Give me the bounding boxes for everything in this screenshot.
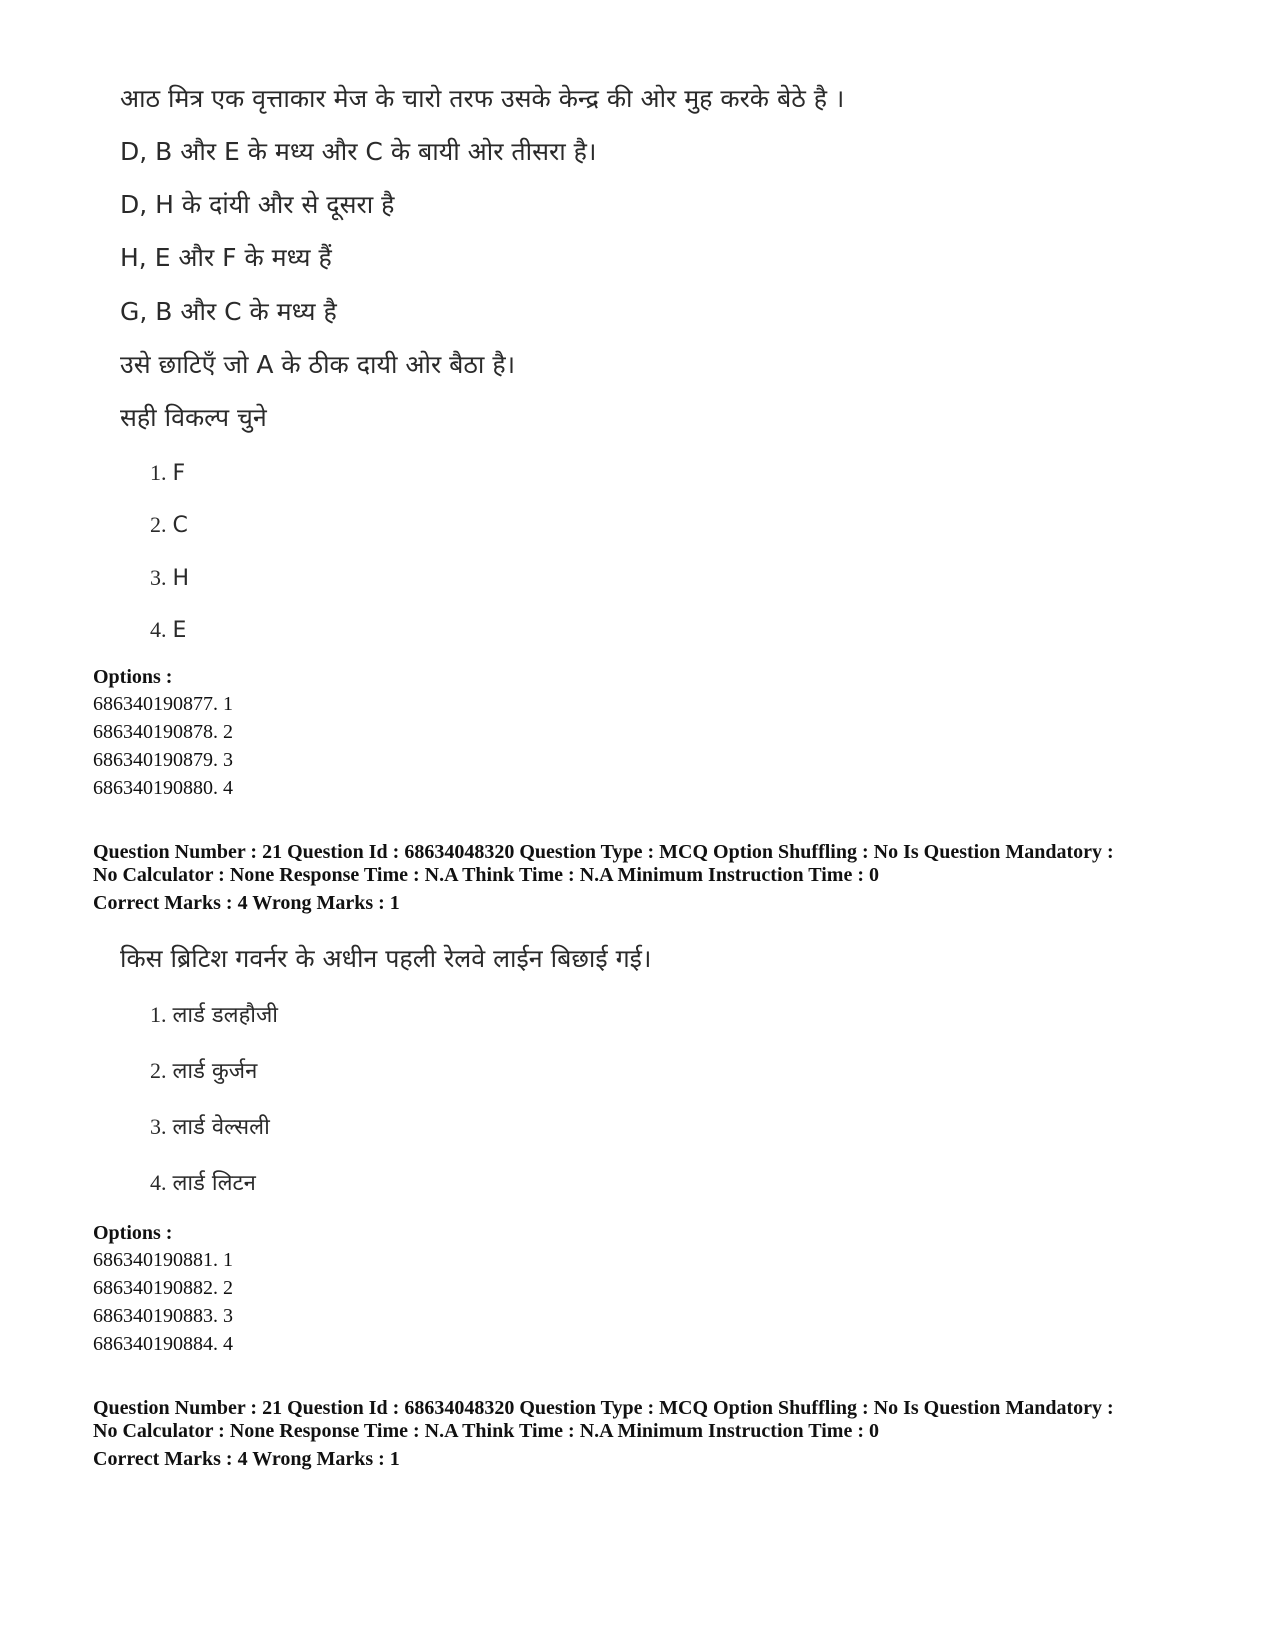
option-id-line: 686340190882. 2 [93, 1277, 233, 1299]
answer-choice [150, 1112, 270, 1143]
choice-text: लार्ड डलहौजी [172, 1003, 278, 1028]
question-text: किस ब्रिटिश गवर्नर के अधीन पहली रेलवे लाईन बिछाई गई। [120, 944, 652, 973]
marks-line: Correct Marks : 4 Wrong Marks : 1 [93, 1448, 400, 1470]
answer-choice [150, 458, 185, 489]
choice-number: 1. [150, 460, 167, 485]
choice-number: 2. [150, 1058, 167, 1083]
option-id-line: 686340190879. 3 [93, 749, 233, 771]
choice-text: लार्ड वेल्सली [172, 1115, 270, 1140]
answer-choice [150, 1056, 257, 1087]
choice-number: 1. [150, 1002, 167, 1027]
choice-text: H [172, 566, 190, 591]
choice-number: 4. [150, 617, 167, 642]
answer-choice [150, 1168, 256, 1199]
choice-number: 2. [150, 512, 167, 537]
choice-number: 4. [150, 1170, 167, 1195]
question-meta-line: Question Number : 21 Question Id : 68634048320 Question Type : MCQ Option Shuffling : No Is Question Mandatory : [93, 1397, 1114, 1419]
choice-text: F [172, 461, 186, 486]
options-label: Options : [93, 1222, 173, 1244]
question-meta-line: No Calculator : None Response Time : N.A Think Time : N.A Minimum Instruction Time : 0 [93, 1420, 879, 1442]
choice-number: 3. [150, 1114, 167, 1139]
option-id-line: 686340190878. 2 [93, 721, 233, 743]
answer-choice [150, 563, 189, 594]
choice-text: C [172, 513, 188, 538]
option-id-line: 686340190881. 1 [93, 1249, 233, 1271]
option-id-line: 686340190883. 3 [93, 1305, 233, 1327]
choice-text: E [172, 618, 187, 643]
answer-choice [150, 1000, 278, 1031]
options-label: Options : [93, 666, 173, 688]
question-text-line: D, H के दांयी और से दूसरा है [120, 190, 395, 219]
marks-line: Correct Marks : 4 Wrong Marks : 1 [93, 892, 400, 914]
question-text-line: G, B और C के मध्य है [120, 297, 337, 326]
question-meta-line: No Calculator : None Response Time : N.A Think Time : N.A Minimum Instruction Time : 0 [93, 864, 879, 886]
question-text-line: D, B और E के मध्य और C के बायी ओर तीसरा है। [120, 137, 597, 166]
answer-choice [150, 510, 188, 541]
question-meta-line: Question Number : 21 Question Id : 68634048320 Question Type : MCQ Option Shuffling : No Is Question Mandatory : [93, 841, 1114, 863]
question-text-line: H, E और F के मध्य हैं [120, 243, 332, 272]
option-id-line: 686340190877. 1 [93, 693, 233, 715]
question-instruction: सही विकल्प चुने [120, 403, 267, 432]
option-id-line: 686340190880. 4 [93, 777, 233, 799]
choice-text: लार्ड कुर्जन [172, 1059, 258, 1084]
choice-number: 3. [150, 565, 167, 590]
question-text-line: आठ मित्र एक वृत्ताकार मेज के चारो तरफ उसके केन्द्र की ओर मुह करके बेठे है । [120, 84, 845, 113]
option-id-line: 686340190884. 4 [93, 1333, 233, 1355]
choice-text: लार्ड लिटन [172, 1171, 256, 1196]
question-text-line: उसे छाटिएँ जो A के ठीक दायी ओर बैठा है। [120, 350, 516, 379]
answer-choice [150, 615, 186, 646]
